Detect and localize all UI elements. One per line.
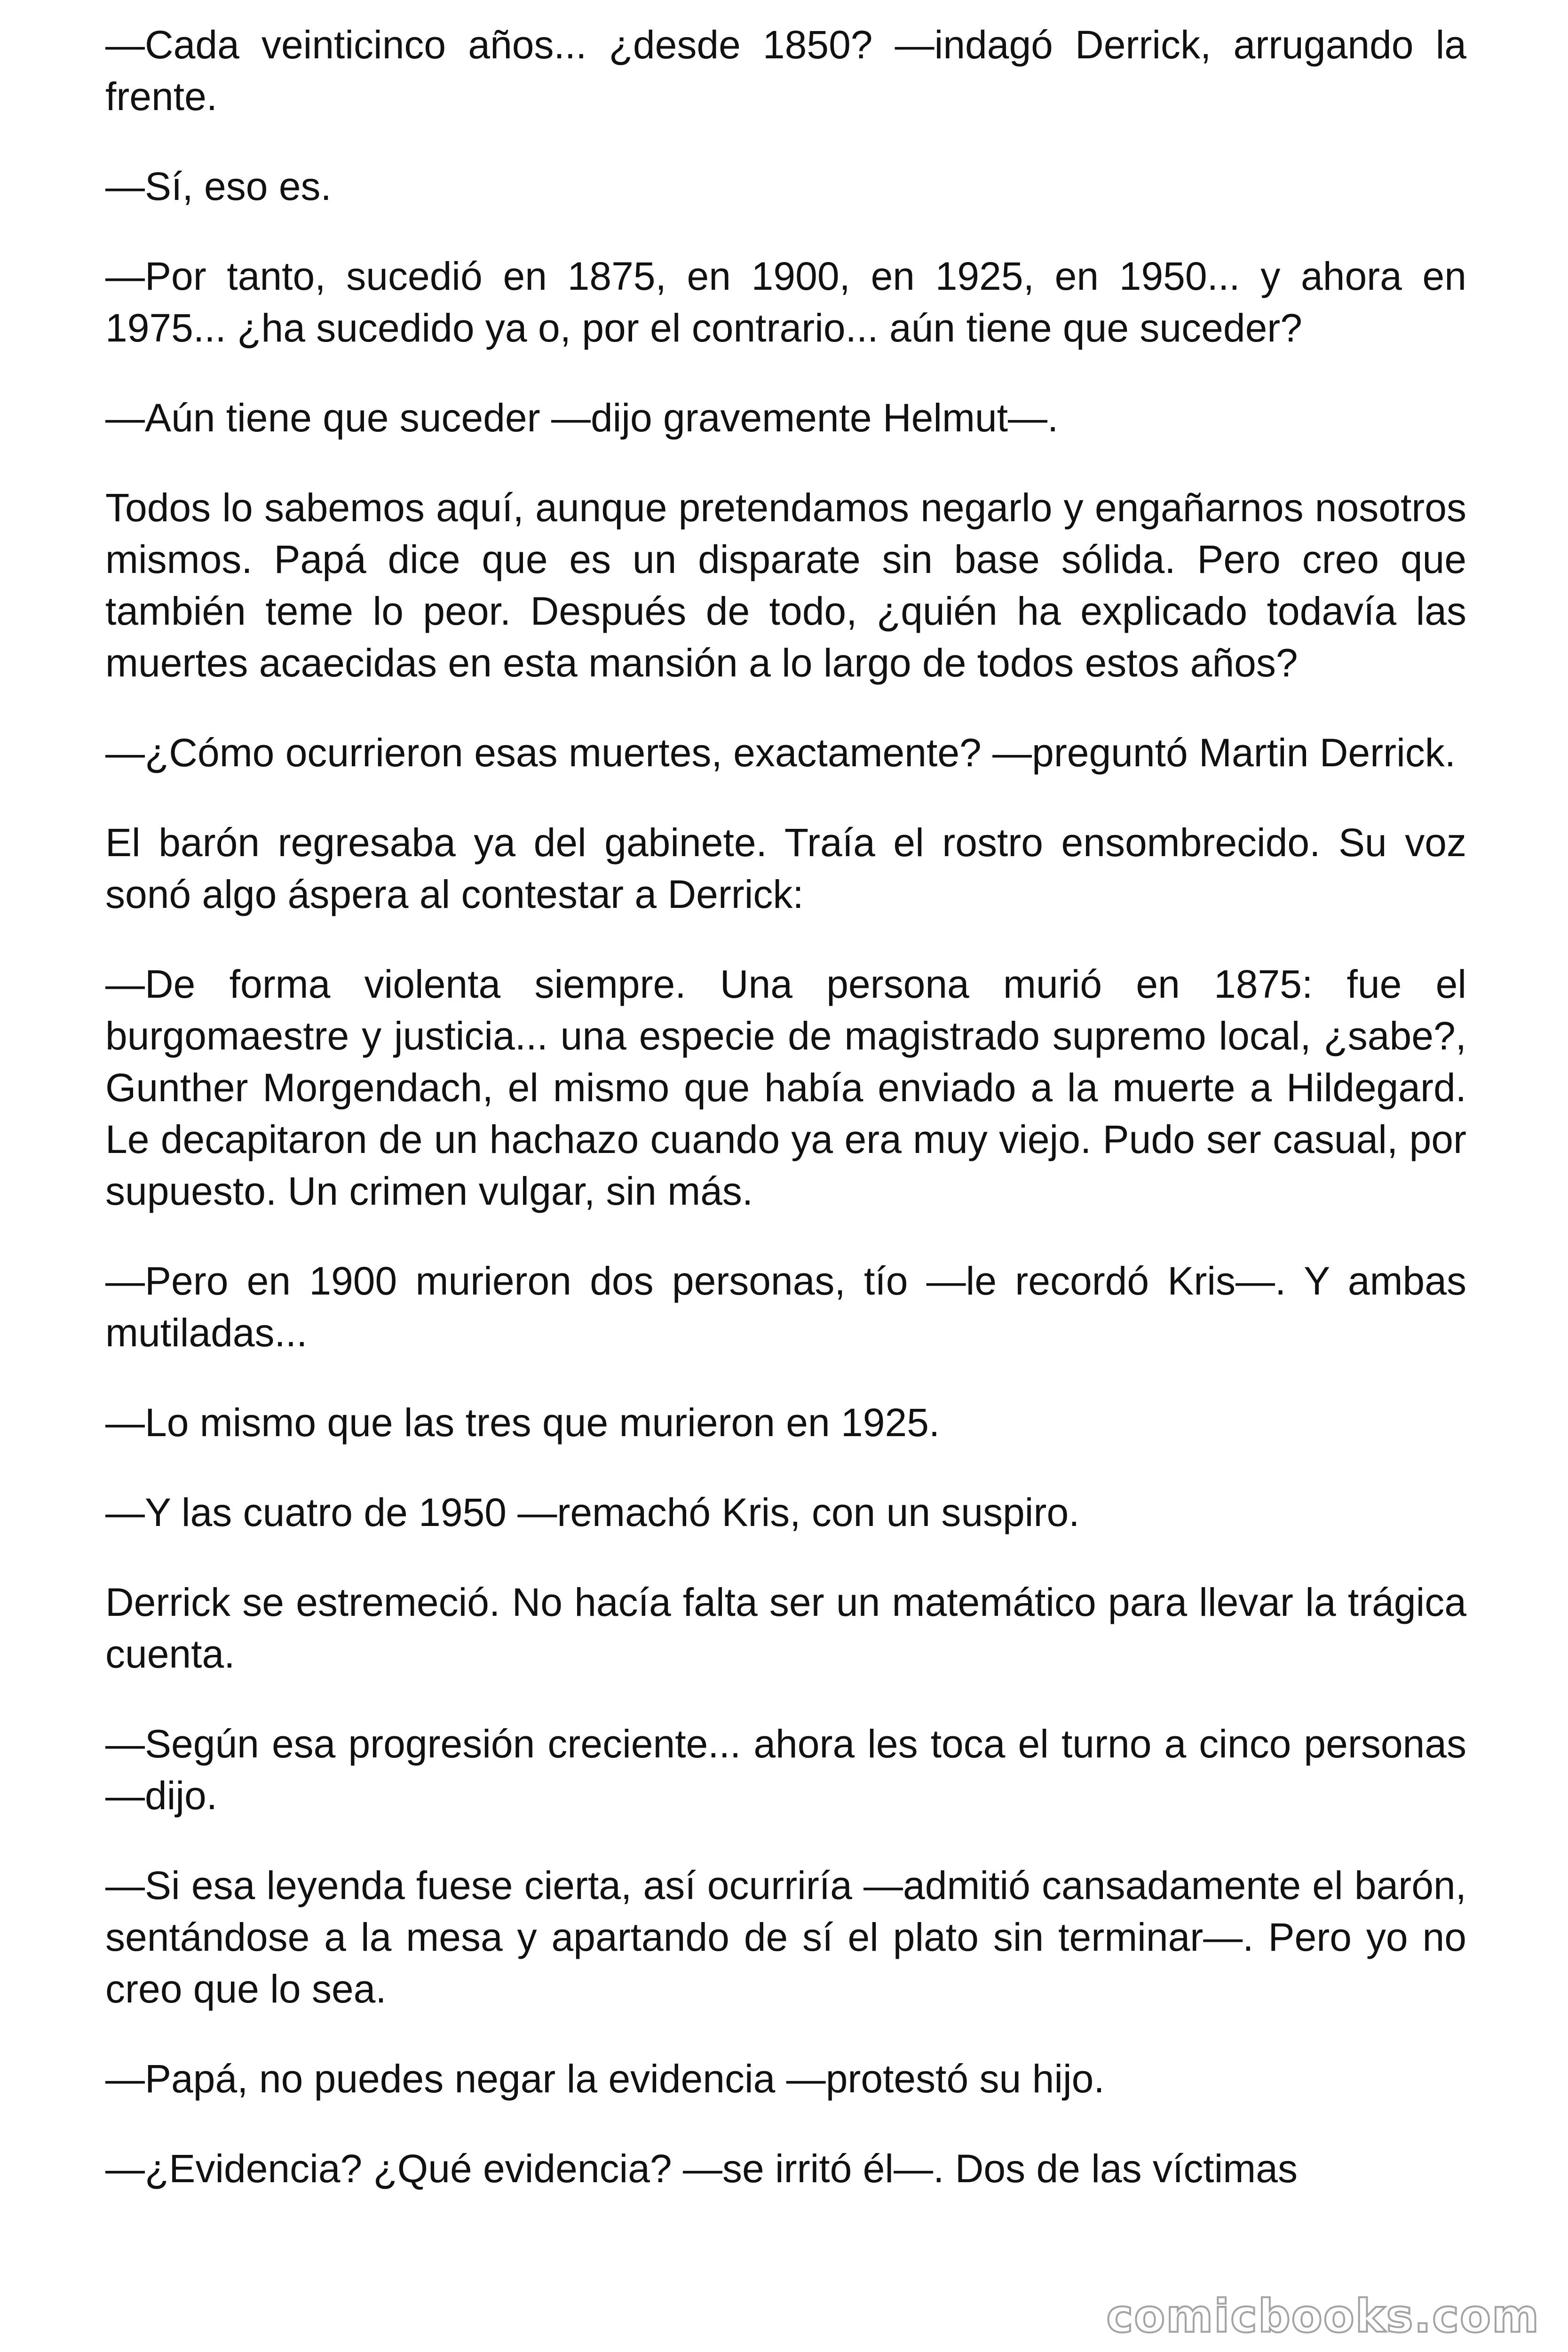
paragraph-2: —Sí, eso es. <box>105 164 332 208</box>
paragraph-16: —¿Evidencia? ¿Qué evidencia? —se irritó él—. Dos de las víctimas <box>105 2146 1298 2191</box>
paragraph-3: —Por tanto, sucedió en 1875, en 1900, en 1925, en 1950... y ahora en 1975... ¿ha sucedido ya o, por el contrario... aún tiene que suceder? <box>105 254 1466 350</box>
paragraph-8: —De forma violenta siempre. Una persona murió en 1875: fue el burgomaestre y justicia... una especie de magistrado supremo local, ¿sabe?, Gunther Morgendach, el mismo que había enviado a la muerte a Hildegard. Le decapitaron de un hachazo cuando ya era muy viejo. Pudo ser casual, por supuesto. Un crimen vulgar, sin más. <box>105 962 1466 1213</box>
watermark-logo: comicbooks.com <box>1106 2290 1540 2343</box>
paragraph-4: —Aún tiene que suceder —dijo gravemente Helmut—. <box>105 396 1059 440</box>
paragraph-10: —Lo mismo que las tres que murieron en 1925. <box>105 1400 940 1445</box>
paragraph-14: —Si esa leyenda fuese cierta, así ocurriría —admitió cansadamente el barón, sentándose a la mesa y apartando de sí el plato sin terminar—. Pero yo no creo que lo sea. <box>105 1863 1466 2011</box>
paragraph-6: —¿Cómo ocurrieron esas muertes, exactamente? —preguntó Martin Derrick. <box>105 731 1456 775</box>
paragraph-12: Derrick se estremeció. No hacía falta ser un matemático para llevar la trágica cuenta. <box>105 1580 1466 1676</box>
paragraph-9: —Pero en 1900 murieron dos personas, tío —le recordó Kris—. Y ambas mutiladas... <box>105 1259 1466 1355</box>
paragraph-7: El barón regresaba ya del gabinete. Traía el rostro ensombrecido. Su voz sonó algo áspera al contestar a Derrick: <box>105 820 1466 916</box>
paragraph-5: Todos lo sabemos aquí, aunque pretendamos negarlo y engañarnos nosotros mismos. Papá dice que es un disparate sin base sólida. Pero creo que también teme lo peor. Después de todo, ¿quién ha explicado todavía las muertes acaecidas en esta mansión a lo largo de todos estos años? <box>105 485 1466 685</box>
paragraph-13: —Según esa progresión creciente... ahora les toca el turno a cinco personas —dijo. <box>105 1722 1466 1818</box>
paragraph-11: —Y las cuatro de 1950 —remachó Kris, con un suspiro. <box>105 1490 1080 1534</box>
document-page <box>105 19 1466 2233</box>
paragraph-1: —Cada veinticinco años... ¿desde 1850? —indagó Derrick, arrugando la frente. <box>105 23 1466 119</box>
paragraph-15: —Papá, no puedes negar la evidencia —protestó su hijo. <box>105 2057 1105 2101</box>
